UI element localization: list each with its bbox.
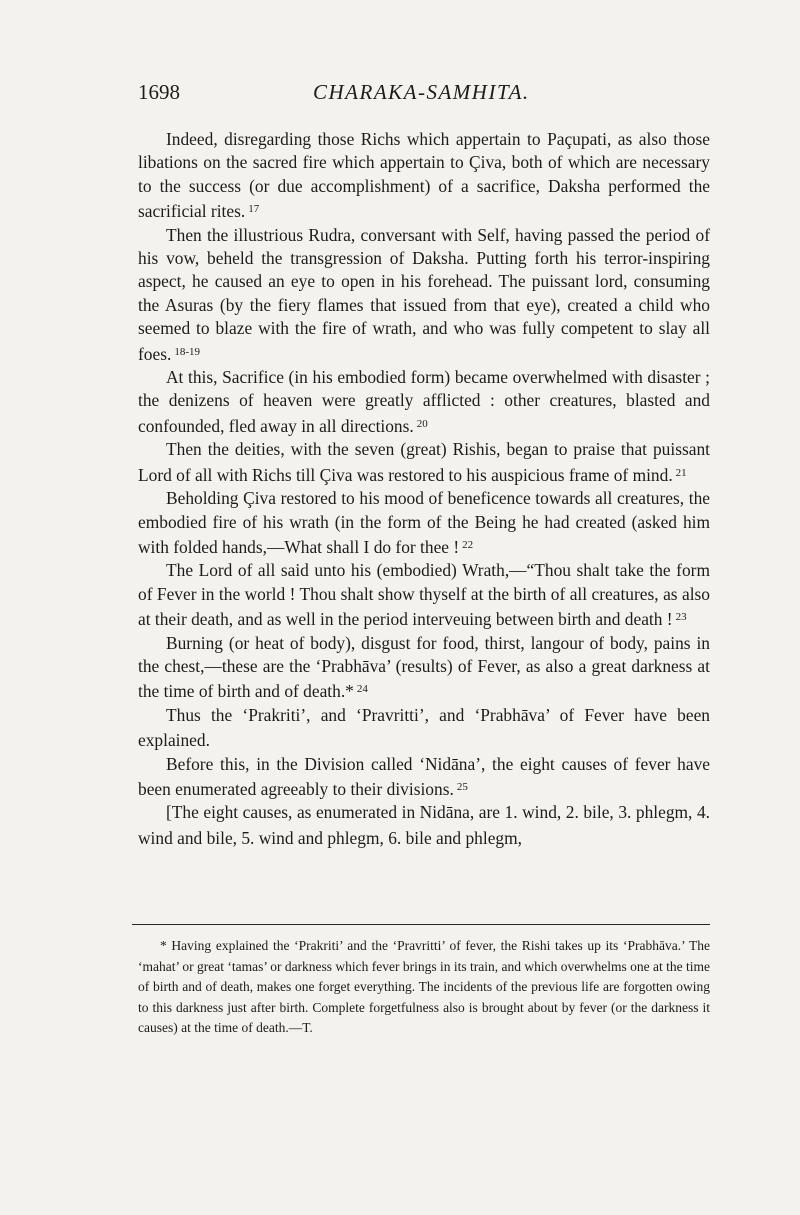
paragraph-text: Then the deities, with the seven (great) Rishis, began to praise that puissant Lord of all with Richs till Çiva was restored to his auspicious frame of mind. <box>138 439 710 485</box>
verse-number: 24 <box>356 683 368 696</box>
paragraph <box>138 487 710 559</box>
verse-number: 23 <box>675 611 687 624</box>
paragraph-text: At this, Sacrifice (in his embodied form) became overwhelmed with disaster ; the denizens of heaven were greatly afflicted : other creatures, blasted and confounded, fled away in all directions. <box>138 367 710 436</box>
running-title: CHARAKA-SAMHITA. <box>313 80 530 104</box>
verse-number: 20 <box>416 417 428 430</box>
page-header <box>138 80 710 110</box>
paragraph <box>138 632 710 704</box>
verse-number: 17 <box>248 203 260 216</box>
paragraph-text: Beholding Çiva restored to his mood of beneficence towards all creatures, the embodied fire of his wrath (in the form of the Being he had created (asked him with folded hands,—What shall I do for thee ! <box>138 488 710 557</box>
page-number: 1698 <box>138 80 180 104</box>
paragraph <box>138 366 710 438</box>
paragraph-text: Then the illustrious Rudra, conversant with Self, having passed the period of his vow, beheld the transgression of Daksha. Putting forth his terror-inspiring aspect, he caused an eye to open in his forehead. The puissant lord, consuming the Asuras (by the fiery flames that issued from that eye), created a child who seemed to blaze with the fire of wrath, and who was fully competent to slay all foes. <box>138 224 710 364</box>
verse-number: 22 <box>462 538 474 551</box>
footnote-divider <box>132 924 710 925</box>
paragraph <box>138 128 710 224</box>
paragraph-text: Burning (or heat of body), disgust for food, thirst, langour of body, pains in the chest,—these are the ‘Prabhāva’ (results) of Fever, as also a great darkness at the time of birth and of death.* <box>138 632 710 702</box>
footnote: * Having explained the ‘Prakriti’ and the ‘Pravritti’ of fever, the Rishi takes up its ‘Prabhāva.’ The ‘mahat’ or great ‘tamas’ or darkness which fever brings in its train, and which overwhelms one at the time of birth and of death, makes one forget everything. The incidents of the previous life are forgotten owing to this darkness just after birth. Complete forgetfulness also is brought about by fever (or the darkness it causes) at the time of death.—T. <box>138 938 710 1036</box>
verse-number: 25 <box>456 780 468 793</box>
paragraph <box>138 224 710 366</box>
verse-number: 18-19 <box>174 345 200 358</box>
paragraph <box>138 559 710 631</box>
paragraph <box>138 753 710 802</box>
verse-number: 21 <box>675 466 687 479</box>
paragraph-text: Before this, in the Division called ‘Nidāna’, the eight causes of fever have been enumerated agreeably to their divisions. <box>138 753 710 799</box>
body-text <box>138 128 710 850</box>
paragraph-text: The Lord of all said unto his (embodied) Wrath,—“Thou shalt take the form of Fever in the world ! Thou shalt show thyself at the birth of all creatures, as also at their death, and as well in the period interveuing between birth and death ! <box>138 560 710 630</box>
paragraph <box>138 704 710 753</box>
paragraph <box>138 801 710 850</box>
paragraph <box>138 438 710 487</box>
paragraph-text: [The eight causes, as enumerated in Nidāna, are 1. wind, 2. bile, 3. phlegm, 4. wind and bile, 5. wind and phlegm, 6. bile and phlegm, <box>138 802 710 848</box>
paragraph-text: Indeed, disregarding those Richs which appertain to Paçupati, as also those libations on the sacred fire which appertain to Çiva, both of which are necessary to the success (or due accomplishment) of a sacrifice, Daksha performed the sacrificial rites. <box>138 129 710 222</box>
paragraph-text: Thus the ‘Prakriti’, and ‘Pravritti’, and ‘Prabhāva’ of Fever have been explained. <box>138 704 710 751</box>
